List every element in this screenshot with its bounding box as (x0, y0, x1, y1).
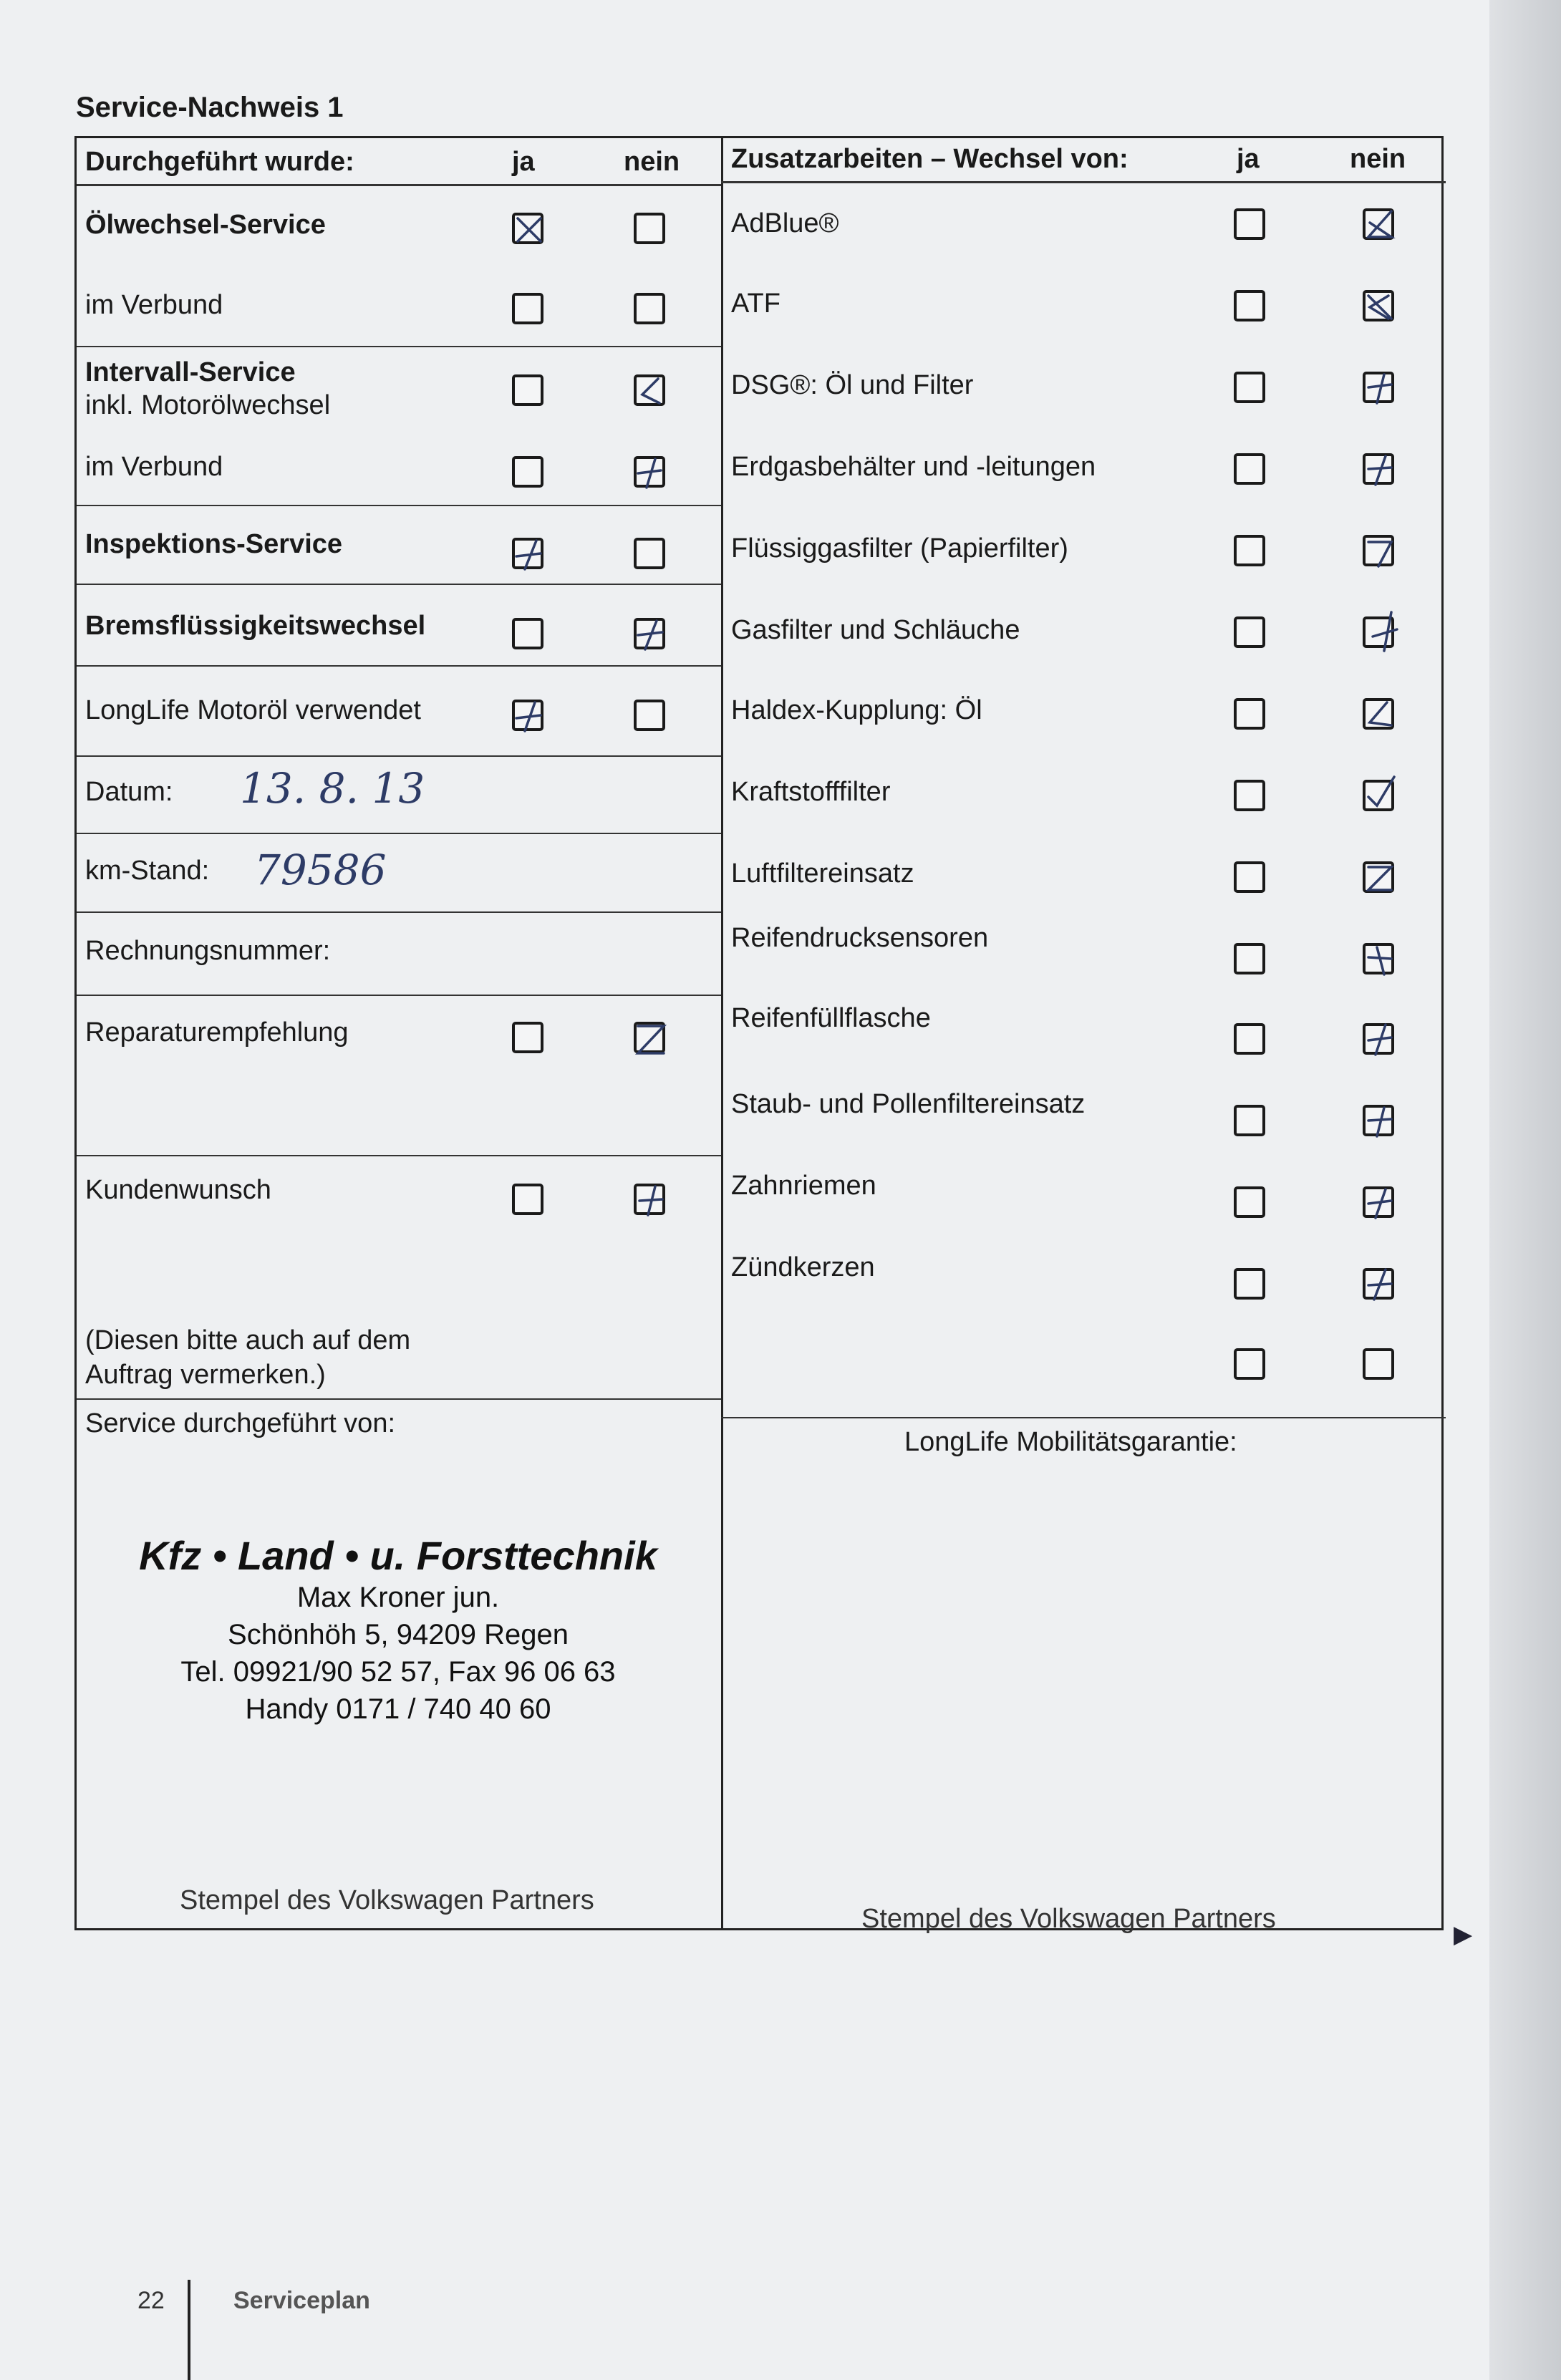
atf-ja-checkbox[interactable] (1234, 290, 1265, 321)
reparaturempfehlung-label: Reparaturempfehlung (85, 1017, 349, 1048)
row-intervall-sublabel: inkl. Motorölwechsel (85, 390, 331, 420)
zusatz-luftfilter-label: Luftfiltereinsatz (731, 858, 914, 889)
zahnriemen-ja-checkbox[interactable] (1234, 1186, 1265, 1218)
inspektion-ja-checkbox[interactable] (512, 538, 543, 569)
service-durchgefuehrt-label: Service durchgeführt von: (85, 1408, 396, 1438)
zahnriemen-nein-checkbox[interactable] (1363, 1186, 1394, 1218)
gasfilter-nein-checkbox[interactable] (1363, 616, 1394, 648)
reparatur-ja-checkbox[interactable] (512, 1022, 543, 1053)
left-rule (77, 584, 721, 585)
form-heading: Service-Nachweis 1 (76, 92, 344, 123)
row-verbund-1-label: im Verbund (85, 290, 223, 320)
intervall-nein-checkbox[interactable] (634, 374, 665, 406)
left-rule (77, 833, 721, 834)
next-page-arrow-icon: ▶ (1454, 1921, 1473, 1948)
bremsfluessigkeit-nein-checkbox[interactable] (634, 618, 665, 649)
row-oelwechsel-label: Ölwechsel-Service (85, 210, 326, 240)
adblue-ja-checkbox[interactable] (1234, 208, 1265, 240)
zusatz-fluessiggas-label: Flüssiggasfilter (Papierfilter) (731, 533, 1068, 563)
partner-stamp (74, 1532, 722, 1728)
haldex-ja-checkbox[interactable] (1234, 698, 1265, 730)
right-rule (721, 1417, 1446, 1418)
stamp-name: Max Kroner jun. (296, 1582, 500, 1613)
km-stand-label: km-Stand: (85, 856, 210, 886)
zusatz-haldex-label: Haldex-Kupplung: Öl (731, 695, 982, 725)
stamp-address: Schönhöh 5, 94209 Regen (228, 1619, 569, 1650)
left-rule (77, 505, 721, 506)
datum-handwritten-value[interactable]: 13. 8. 13 (240, 764, 425, 813)
footer-divider (188, 2280, 190, 2380)
verbund-2-nein-checkbox[interactable] (634, 456, 665, 488)
left-rule (77, 1155, 721, 1156)
rechnungsnummer-label: Rechnungsnummer: (85, 936, 331, 966)
haldex-nein-checkbox[interactable] (1363, 698, 1394, 730)
right-header-nein: nein (1350, 144, 1406, 174)
left-header-title: Durchgeführt wurde: (85, 147, 354, 177)
zusatz-zuendkerzen-label: Zündkerzen (731, 1252, 875, 1282)
right-stamp-caption: Stempel des Volkswagen Partners (861, 1904, 1276, 1934)
stamp-phone: Tel. 09921/90 52 57, Fax 96 06 63 (180, 1656, 616, 1688)
zusatz-erdgas-label: Erdgasbehälter und -leitungen (731, 452, 1096, 482)
stamp-mobile: Handy 0171 / 740 40 60 (245, 1693, 551, 1725)
zusatz-reifendruck-label: Reifendrucksensoren (731, 923, 989, 953)
bremsfluessigkeit-ja-checkbox[interactable] (512, 618, 543, 649)
dsg-ja-checkbox[interactable] (1234, 372, 1265, 403)
kundenwunsch-nein-checkbox[interactable] (634, 1184, 665, 1215)
left-rule (77, 1398, 721, 1400)
kraftstofffilter-nein-checkbox[interactable] (1363, 780, 1394, 811)
inspektion-nein-checkbox[interactable] (634, 538, 665, 569)
left-stamp-caption: Stempel des Volkswagen Partners (180, 1885, 594, 1915)
page-number: 22 (137, 2287, 165, 2314)
zusatz-zahnriemen-label: Zahnriemen (731, 1171, 876, 1201)
zusatz-gasfilter-label: Gasfilter und Schläuche (731, 615, 1020, 645)
pollenfilter-nein-checkbox[interactable] (1363, 1105, 1394, 1136)
erdgas-nein-checkbox[interactable] (1363, 453, 1394, 485)
note-line-1: (Diesen bitte auch auf dem (85, 1325, 411, 1355)
reparatur-nein-checkbox[interactable] (634, 1022, 665, 1053)
zuendkerzen-ja-checkbox[interactable] (1234, 1268, 1265, 1300)
verbund-1-ja-checkbox[interactable] (512, 293, 543, 324)
left-rule (77, 911, 721, 913)
oelwechsel-nein-checkbox[interactable] (634, 213, 665, 244)
page-edge-shadow (1489, 0, 1561, 2380)
datum-label: Datum: (85, 777, 173, 807)
note-line-2: Auftrag vermerken.) (85, 1360, 326, 1390)
kraftstofffilter-ja-checkbox[interactable] (1234, 780, 1265, 811)
left-header-rule (77, 184, 721, 186)
left-rule (77, 755, 721, 757)
left-header-nein: nein (624, 147, 680, 177)
dsg-nein-checkbox[interactable] (1363, 372, 1394, 403)
reifenfuell-ja-checkbox[interactable] (1234, 1023, 1265, 1055)
reifenfuell-nein-checkbox[interactable] (1363, 1023, 1394, 1055)
row-longlife-oel-label: LongLife Motoröl verwendet (85, 695, 421, 725)
longlife-mobilitaetsgarantie-label: LongLife Mobilitätsgarantie: (904, 1427, 1237, 1457)
zusatz-kraftstofffilter-label: Kraftstofffilter (731, 777, 891, 807)
row-inspektion-label: Inspektions-Service (85, 529, 343, 559)
kundenwunsch-label: Kundenwunsch (85, 1175, 271, 1205)
zusatz-reifenfuell-label: Reifenfüllflasche (731, 1003, 931, 1033)
longlife-oel-ja-checkbox[interactable] (512, 700, 543, 731)
row-intervall-label: Intervall-Service (85, 357, 296, 387)
zusatz-adblue-label: AdBlue® (731, 208, 839, 238)
right-header-title: Zusatzarbeiten – Wechsel von: (731, 144, 1129, 174)
extra-nein-checkbox[interactable] (1363, 1348, 1394, 1380)
km-stand-handwritten-value[interactable]: 79586 (254, 846, 387, 894)
luftfilter-ja-checkbox[interactable] (1234, 861, 1265, 893)
atf-nein-checkbox[interactable] (1363, 290, 1394, 321)
left-rule (77, 995, 721, 996)
reifendruck-ja-checkbox[interactable] (1234, 943, 1265, 974)
reifendruck-nein-checkbox[interactable] (1363, 943, 1394, 974)
intervall-ja-checkbox[interactable] (512, 374, 543, 406)
zusatz-pollenfilter-label: Staub- und Pollenfiltereinsatz (731, 1089, 1086, 1119)
left-rule (77, 346, 721, 347)
left-header-ja: ja (512, 147, 535, 177)
verbund-2-ja-checkbox[interactable] (512, 456, 543, 488)
gasfilter-ja-checkbox[interactable] (1234, 616, 1265, 648)
longlife-oel-nein-checkbox[interactable] (634, 700, 665, 731)
kundenwunsch-ja-checkbox[interactable] (512, 1184, 543, 1215)
extra-ja-checkbox[interactable] (1234, 1348, 1265, 1380)
row-bremsfluessigkeit-label: Bremsflüssigkeitswechsel (85, 611, 426, 641)
right-header-ja: ja (1237, 144, 1260, 174)
fluessiggas-nein-checkbox[interactable] (1363, 535, 1394, 566)
luftfilter-nein-checkbox[interactable] (1363, 861, 1394, 893)
oelwechsel-ja-checkbox[interactable] (512, 213, 543, 244)
adblue-nein-checkbox[interactable] (1363, 208, 1394, 240)
zusatz-dsg-label: DSG®: Öl und Filter (731, 370, 974, 400)
zuendkerzen-nein-checkbox[interactable] (1363, 1268, 1394, 1300)
left-rule (77, 665, 721, 667)
zusatz-atf-label: ATF (731, 289, 780, 319)
erdgas-ja-checkbox[interactable] (1234, 453, 1265, 485)
verbund-1-nein-checkbox[interactable] (634, 293, 665, 324)
pollenfilter-ja-checkbox[interactable] (1234, 1105, 1265, 1136)
stamp-company: Kfz • Land • u. Forsttechnik (139, 1533, 657, 1578)
right-header-rule (721, 181, 1446, 183)
row-verbund-2-label: im Verbund (85, 452, 223, 482)
footer-section-label: Serviceplan (233, 2287, 370, 2314)
fluessiggas-ja-checkbox[interactable] (1234, 535, 1265, 566)
